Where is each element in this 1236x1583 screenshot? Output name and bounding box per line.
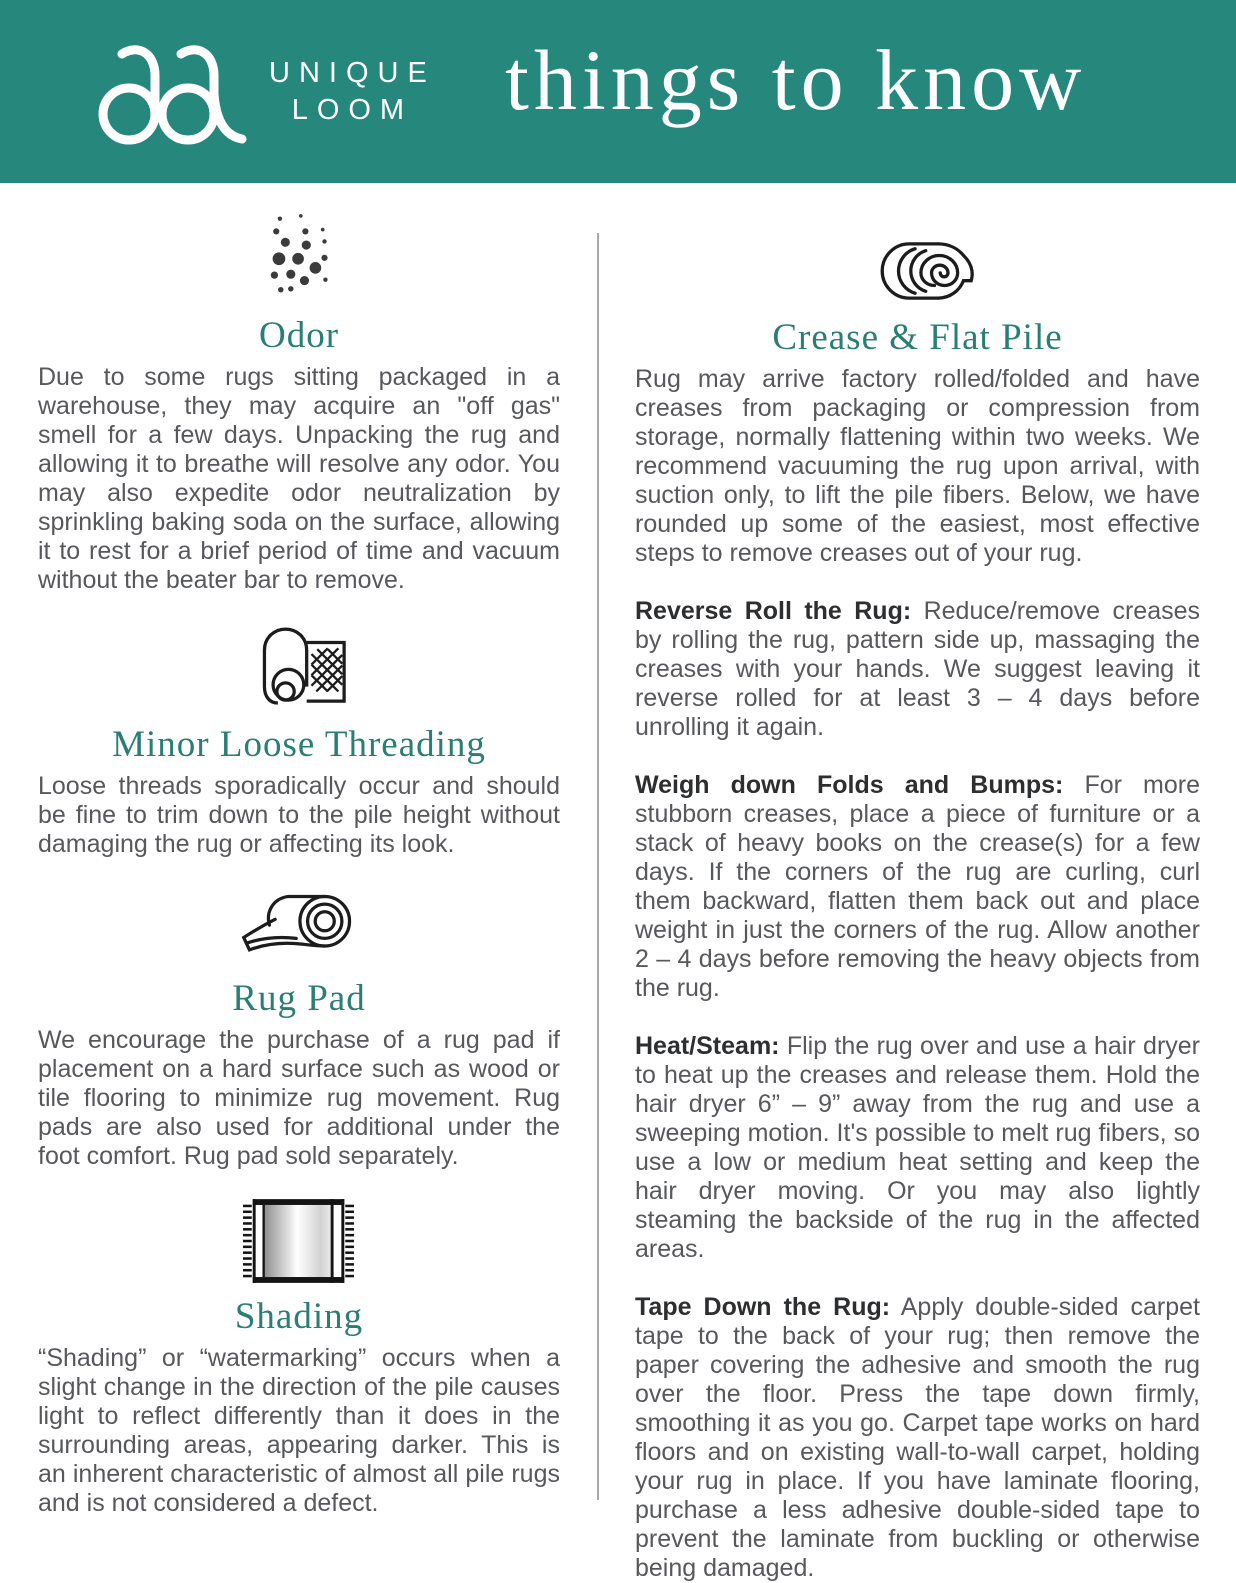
tip-text: Apply double-sided carpet tape to the back of your rug; then remove the paper covering the adhesive and smooth the rug over the floor. Press the tape down firmly, smoothing it as you go. Carpet tape works on hard floors and on existing wall-to-wall carpet, holding your rug in place. If you have laminate flooring, purchase a less adhesive double-sided tape to prevent the laminate from buckling or otherwise being damaged. bbox=[635, 1293, 1200, 1582]
tip-tape-down bbox=[635, 1293, 1200, 1583]
section-body: Loose threads sporadically occur and should be fine to trim down to the pile height without damaging the rug or affecting its look. bbox=[38, 772, 560, 858]
left-column bbox=[0, 183, 597, 1583]
brand-line1: UNIQUE bbox=[269, 57, 436, 89]
unique-loom-logo-icon bbox=[95, 36, 255, 148]
brand bbox=[95, 36, 436, 148]
header bbox=[0, 0, 1236, 183]
section-body: We encourage the purchase of a rug pad if placement on a hard surface such as wood or tile flooring to minimize rug movement. Rug pads are also used for additional under the foot comfort. Rug pad sold separately. bbox=[38, 1026, 560, 1170]
tip-lead: Heat/Steam: bbox=[635, 1032, 780, 1060]
tip-text: Reduce/remove creases by rolling the rug, pattern side up, massaging the creases with your hands. We suggest leaving it reverse rolled for at least 3 – 4 days before unrolling it again. bbox=[635, 597, 1201, 741]
section-title: Crease & Flat Pile bbox=[772, 317, 1063, 358]
tip-lead: Weigh down Folds and Bumps: bbox=[635, 771, 1064, 799]
section-odor bbox=[38, 208, 560, 595]
section-rug-pad bbox=[38, 885, 560, 1171]
rolled-rug-end-icon bbox=[859, 236, 977, 306]
tip-lead: Reverse Roll the Rug: bbox=[635, 597, 912, 625]
brand-line2: LOOM bbox=[291, 94, 414, 126]
tip-lead: Tape Down the Rug: bbox=[635, 1293, 891, 1321]
section-title: Minor Loose Threading bbox=[112, 724, 486, 765]
rolled-rug-crosshatch-icon bbox=[251, 621, 347, 713]
tip-reverse-roll bbox=[635, 597, 1200, 742]
section-shading bbox=[38, 1197, 560, 1518]
shaded-rug-icon bbox=[243, 1197, 355, 1285]
section-intro: Rug may arrive factory rolled/folded and have creases from packaging or compression from storage, normally flattening within two weeks. We recommend vacuuming the rug upon arrival, with suction only, to lift the pile fibers. Below, we have rounded up some of the easiest, most effective steps to remove creases out of your rug. bbox=[635, 365, 1200, 567]
section-crease-flat-pile bbox=[635, 236, 1200, 1583]
section-body: Due to some rugs sitting packaged in a warehouse, they may acquire an "off gas" smell for a few days. Unpacking the rug and allowing it to breathe will resolve any odor. You may also expedite odor neutralization by sprinkling baking soda on the surface, allowing it to rest for a brief period of time and vacuum without the beater bar to remove. bbox=[38, 363, 560, 594]
section-title: Odor bbox=[258, 315, 340, 356]
main-content bbox=[0, 183, 1236, 1583]
tip-weigh-down bbox=[635, 771, 1200, 1003]
section-title: Shading bbox=[234, 1296, 364, 1337]
section-minor-loose-threading bbox=[38, 621, 560, 859]
section-body: “Shading” or “watermarking” occurs when a slight change in the direction of the pile causes light to reflect differently than it does in the surrounding areas, appearing darker. This is an inherent characteristic of almost all pile rugs and is not considered a defect. bbox=[38, 1344, 560, 1517]
section-title: Rug Pad bbox=[232, 978, 366, 1019]
page-title: things to know bbox=[505, 32, 1087, 128]
rug-pad-roll-icon bbox=[237, 885, 361, 967]
tip-text: For more stubborn creases, place a piece of furniture or a stack of heavy books on the crease(s) for a few days. If the corners of the rug are curling, curl them backward, flatten them back out and place weight in just the corners of the rug. Allow another 2 – 4 days before removing the heavy objects from the rug. bbox=[635, 771, 1200, 1002]
brand-name bbox=[269, 55, 436, 129]
right-column bbox=[597, 183, 1236, 1583]
tip-heat-steam bbox=[635, 1032, 1200, 1264]
tip-text: Flip the rug over and use a hair dryer to heat up the creases and release them. Hold the hair dryer 6” – 9” away from the rug and use a sweeping motion. It's possible to melt rug fibers, so use a low or medium heat setting and keep the hair dryer moving. Or you may also lightly steaming the backside of the rug in the affected areas. bbox=[635, 1032, 1200, 1263]
odor-particles-icon bbox=[258, 208, 340, 304]
